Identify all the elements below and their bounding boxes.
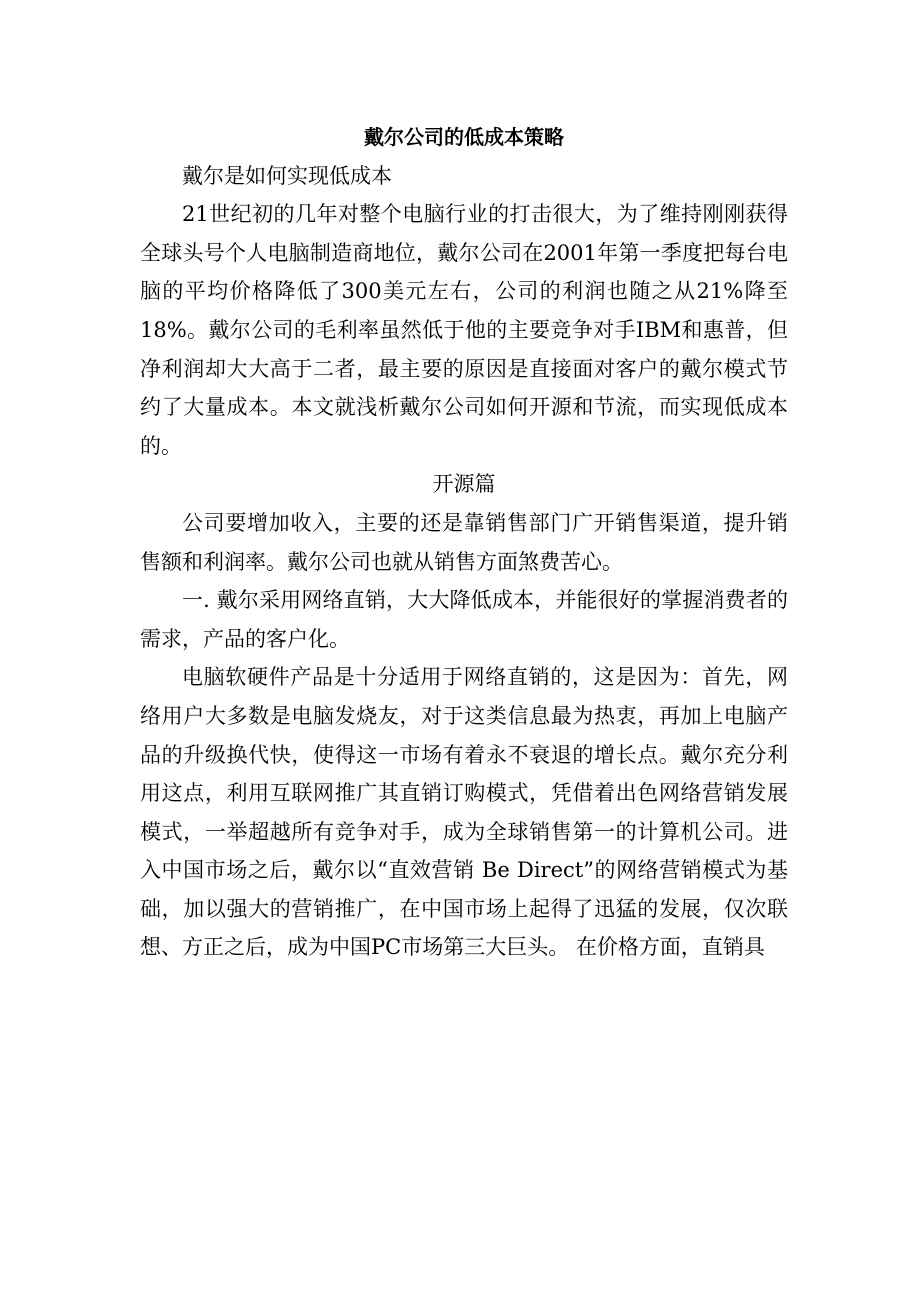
document-body bbox=[140, 118, 788, 967]
body-paragraph: 电脑软硬件产品是十分适用于网络直销的，这是因为：首先，网络用户大多数是电脑发烧友，对于这类信息最为热衷，再加上电脑产品的升级换代快，使得这一市场有着永不衰退的增长点。戴尔充分利用这点，利用互联网推广其直销订购模式，凭借着出色网络营销发展模式，一举超越所有竞争对手，成为全球销售第一的计算机公司。进入中国市场之后，戴尔以“直效营销 Be Direct”的网络营销模式为基础，加以强大的营销推广，在中国市场上起得了迅猛的发展，仅次联想、方正之后，成为中国PC市场第三大巨头。 在价格方面，直销具 bbox=[140, 665, 788, 960]
section-intro-paragraph: 公司要增加收入，主要的还是靠销售部门广开销售渠道，提升销售额和利润率。戴尔公司也就从销售方面煞费苦心。 bbox=[140, 510, 788, 574]
intro-paragraph: 21世纪初的几年对整个电脑行业的打击很大，为了维持刚刚获得全球头号个人电脑制造商地位，戴尔公司在2001年第一季度把每台电脑的平均价格降低了300美元左右，公司的利润也随之从21%降至18%。戴尔公司的毛利率虽然低于他的主要竞争对手IBM和惠普，但净利润却大大高于二者，最主要的原因是直接面对客户的戴尔模式节约了大量成本。本文就浅析戴尔公司如何开源和节流，而实现低成本的。 bbox=[140, 202, 788, 458]
section-heading: 开源篇 bbox=[432, 472, 496, 497]
subtitle-paragraph: 戴尔是如何实现低成本 bbox=[182, 163, 392, 188]
document-title: 戴尔公司的低成本策略 bbox=[364, 125, 564, 149]
point-one-paragraph: 一. 戴尔采用网络直销，大大降低成本，并能很好的掌握消费者的需求，产品的客户化。 bbox=[140, 588, 788, 651]
